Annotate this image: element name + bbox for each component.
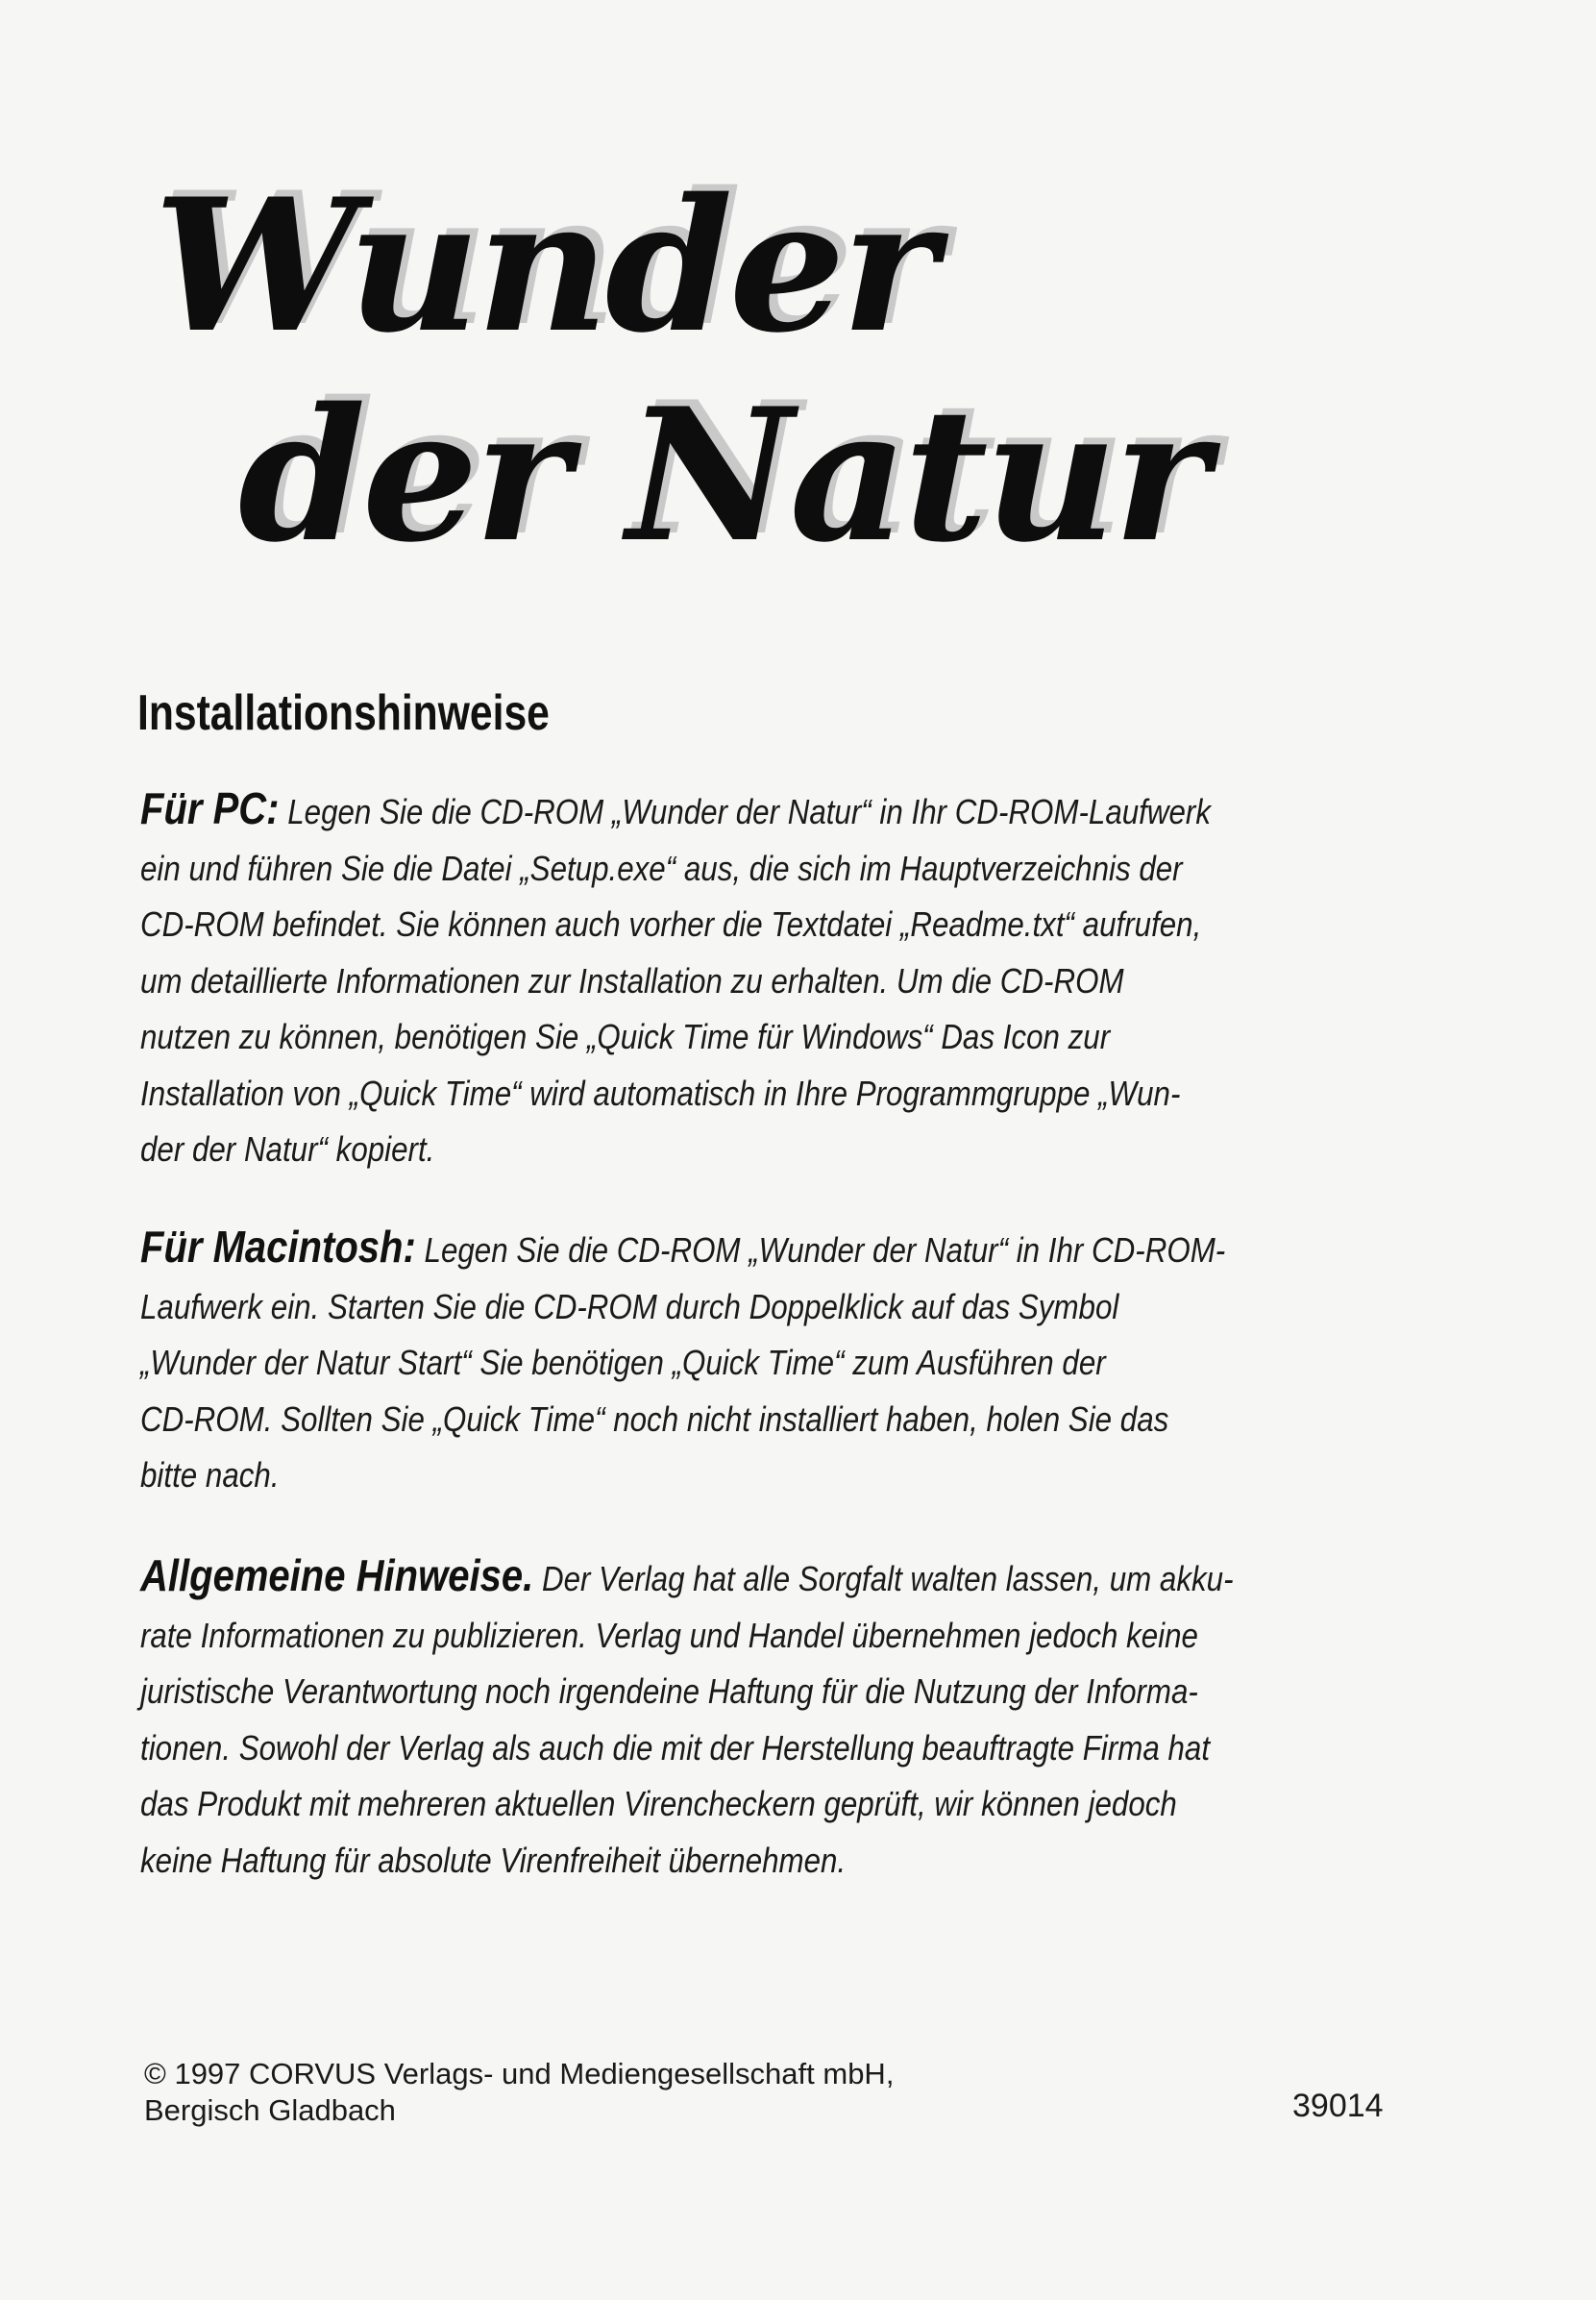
general-line-3: juristische Verantwortung noch irgendeine Haftung für die Nutzung der Informa- bbox=[140, 1671, 1198, 1711]
mac-text-1: Legen Sie die CD-ROM „Wunder der Natur“ in Ihr CD-ROM- bbox=[424, 1230, 1226, 1270]
general-line-1 bbox=[140, 1547, 1239, 1608]
title-line-2: der Natur bbox=[238, 368, 1206, 582]
pc-text-1: Legen Sie die CD-ROM „Wunder der Natur“ in Ihr CD-ROM-Laufwerk bbox=[287, 792, 1211, 831]
mac-label: Für Macintosh: bbox=[140, 1222, 416, 1272]
general-text-1: Der Verlag hat alle Sorgfalt walten lassen, um akku- bbox=[541, 1559, 1234, 1598]
title-line-1: Wunder bbox=[154, 159, 934, 373]
pc-line-2: ein und führen Sie die Datei „Setup.exe“ aus, die sich im Hauptverzeichnis der bbox=[140, 848, 1183, 888]
general-notes bbox=[140, 1547, 1403, 1889]
mac-instructions bbox=[140, 1219, 1403, 1504]
copyright-line-2: Bergisch Gladbach bbox=[144, 2093, 396, 2127]
section-heading: Installationshinweise bbox=[137, 685, 550, 741]
pc-line-4: um detaillierte Informationen zur Installation zu erhalten. Um die CD-ROM bbox=[140, 960, 1124, 1001]
general-line-6: keine Haftung für absolute Virenfreiheit übernehmen. bbox=[140, 1840, 847, 1880]
article-number: 39014 bbox=[1292, 2088, 1384, 2124]
pc-instructions bbox=[140, 780, 1403, 1178]
mac-line-1 bbox=[140, 1219, 1239, 1279]
general-line-5: das Produkt mit mehreren aktuellen Virencheckern geprüft, wir können jedoch bbox=[140, 1784, 1177, 1823]
general-label: Allgemeine Hinweise. bbox=[140, 1550, 534, 1600]
pc-line-7: der der Natur“ kopiert. bbox=[140, 1129, 435, 1169]
pc-line-5: nutzen zu können, benötigen Sie „Quick Time für Windows“ Das Icon zur bbox=[140, 1017, 1111, 1056]
mac-line-3: „Wunder der Natur Start“ Sie benötigen „Quick Time“ zum Ausführen der bbox=[140, 1343, 1106, 1382]
pc-line-3: CD-ROM befindet. Sie können auch vorher die Textdatei „Readme.txt“ aufrufen, bbox=[140, 904, 1202, 944]
pc-line-1 bbox=[140, 780, 1239, 841]
mac-line-5: bitte nach. bbox=[140, 1455, 280, 1495]
pc-label: Für PC: bbox=[140, 783, 280, 833]
pc-line-6: Installation von „Quick Time“ wird automatisch in Ihre Programmgruppe „Wun- bbox=[140, 1073, 1181, 1113]
copyright-line-1: © 1997 CORVUS Verlags- und Mediengesellschaft mbH, bbox=[144, 2057, 895, 2090]
general-line-4: tionen. Sowohl der Verlag als auch die mit der Herstellung beauftragte Firma hat bbox=[140, 1727, 1211, 1768]
mac-line-2: Laufwerk ein. Starten Sie die CD-ROM durch Doppelklick auf das Symbol bbox=[140, 1286, 1119, 1326]
general-line-2: rate Informationen zu publizieren. Verlag und Handel übernehmen jedoch keine bbox=[140, 1615, 1198, 1655]
mac-line-4: CD-ROM. Sollten Sie „Quick Time“ noch nicht installiert haben, holen Sie das bbox=[140, 1398, 1169, 1439]
